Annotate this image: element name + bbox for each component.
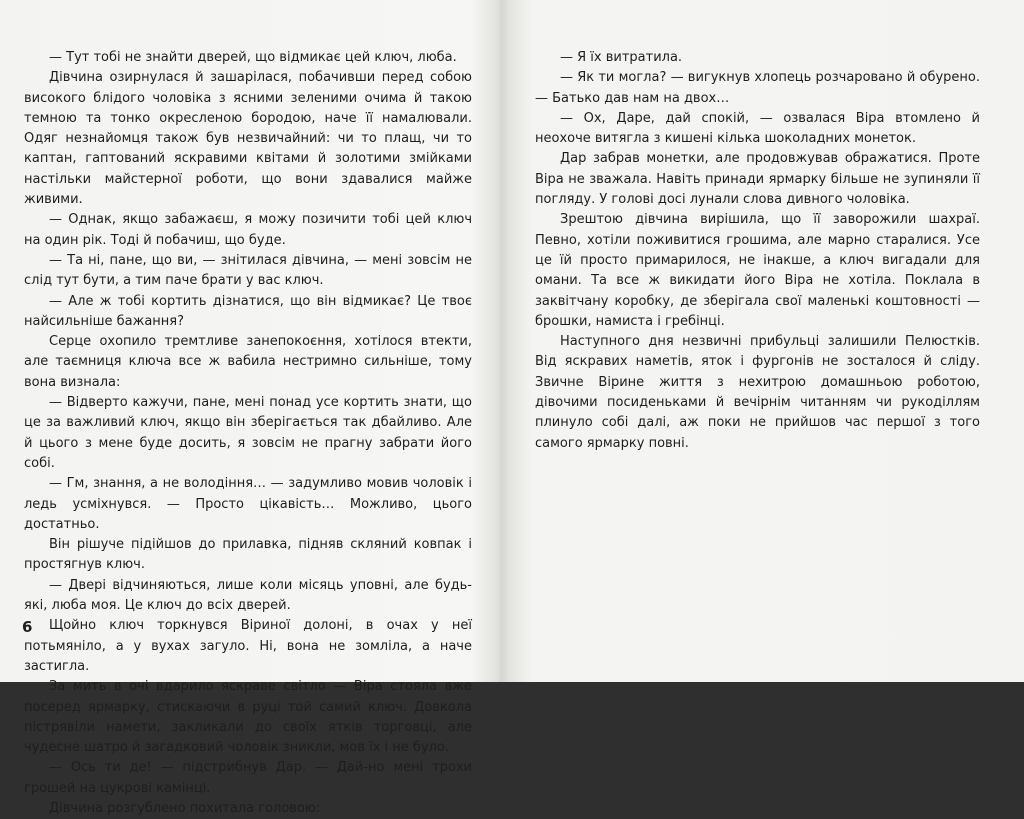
left-page [0, 0, 495, 816]
paragraph: — Тут тобі не знайти дверей, що відмикає цей ключ, люба. [49, 50, 457, 65]
paragraph: — Але ж тобі кортить дізнатися, що він відмикає? Це твоє найсильніше бажання? [24, 293, 472, 329]
paragraph: Наступного дня незвичні прибульці залишили Пелюстків. Від яскравих наметів, яток і фургонів не зосталося й сліду. Звичне Вірине життя з нехитрою домашньою роботою, дівочими посиденьками й вечірнім читанням чи рукоділлям плинуло собі далі, аж поки не прийшов час першої з того самого ярмарку повні. [535, 334, 980, 451]
paragraph: — Двері відчиняються, лише коли місяць уповні, але будь-які, люба моя. Це ключ до всіх дверей. [24, 577, 472, 614]
paragraph: — Ось ти де! — підстрибнув Дар. — Дай-но мені трохи грошей на цукрові камінці. [24, 760, 472, 796]
page-number: 6 [22, 618, 33, 636]
paragraph: Щойно ключ торкнувся Віриної долоні, в очах у неї потьмяніло, а у вухах загуло. Ні, вона не зомліла, а наче застигла. [24, 618, 472, 674]
paragraph: — Як ти могла? — вигукнув хлопець розчаровано й обурено. — Батько дав нам на двох… [535, 70, 980, 106]
paragraph: Він рішуче підійшов до прилавка, підняв скляний ковпак і простягнув ключ. [24, 537, 472, 573]
paragraph: Серце охопило тремтливе занепокоєння, хотілося втекти, але таємниця ключа все ж вабила нестримно сильніше, тому вона визнала: [24, 334, 472, 390]
left-page-text [24, 48, 472, 819]
paragraph: — Відверто кажучи, пане, мені понад усе кортить знати, що це за важливий ключ, якщо він зберігається так дбайливо. Але й цього з мене буде досить, я зовсім не прагну забрати його собі. [24, 395, 472, 471]
paragraph: Дар забрав монетки, але продовжував ображатися. Проте Віра не зважала. Навіть принади ярмарку більше не зупиняли її погляду. У голові досі лунали слова дивного чоловіка. [535, 151, 980, 208]
paragraph: Зрештою дівчина вирішила, що її заворожили шахраї. Певно, хотіли поживитися грошима, але марно старалися. Усе це їй просто примарилося, не інакше, а ключ вигадали для омани. Та все ж викидати його Віра не хотіла. Поклала в заквітчану коробку, де зберігала свої маленькі коштовності — брошки, намиста і гребінці. [535, 212, 980, 329]
paragraph: — Однак, якщо забажаєш, я можу позичити тобі цей ключ на один рік. Тоді й побачиш, що буде. [24, 212, 472, 248]
paragraph: — Ох, Даре, дай спокій, — озвалася Віра втомлено й неохоче витягла з кишені кілька шоколадних монеток. [535, 110, 980, 147]
right-page [495, 0, 1024, 682]
paragraph: За мить в очі вдарило яскраве світло — Віра стояла вже посеред ярмарку, стискаючи в руці той самий ключ. Довкола пістрявіли намети, закликали до своїх ятків торговці, але чудесне шатро й загадковий чоловік зникли, мов їх і не було. [24, 679, 472, 756]
paragraph: — Та ні, пане, що ви, — знітилася дівчина, — мені зовсім не слід тут бути, а тим паче брати у вас ключ. [24, 252, 472, 289]
paragraph: Дівчина розгублено похитала головою: [49, 800, 321, 816]
paragraph: — Гм, знання, а не володіння… — задумливо мовив чоловік і ледь усміхнувся. — Просто цікавість… Можливо, цього достатньо. [24, 476, 472, 532]
paragraph: Дівчина озирнулася й зашарілася, побачивши перед собою високого блідого чоловіка з ясними зеленими очима й такою темною та тонко окресленою бородою, наче її намалювали. Одяг незнайомця також був незвичайний: чи то плащ, чи то каптан, гаптований яскравими квітами й золотими змійками настільки майстерної роботи, що вони здавалися майже живими. [24, 70, 472, 208]
right-page-text [535, 48, 980, 454]
paragraph: — Я їх витратила. [560, 50, 683, 65]
